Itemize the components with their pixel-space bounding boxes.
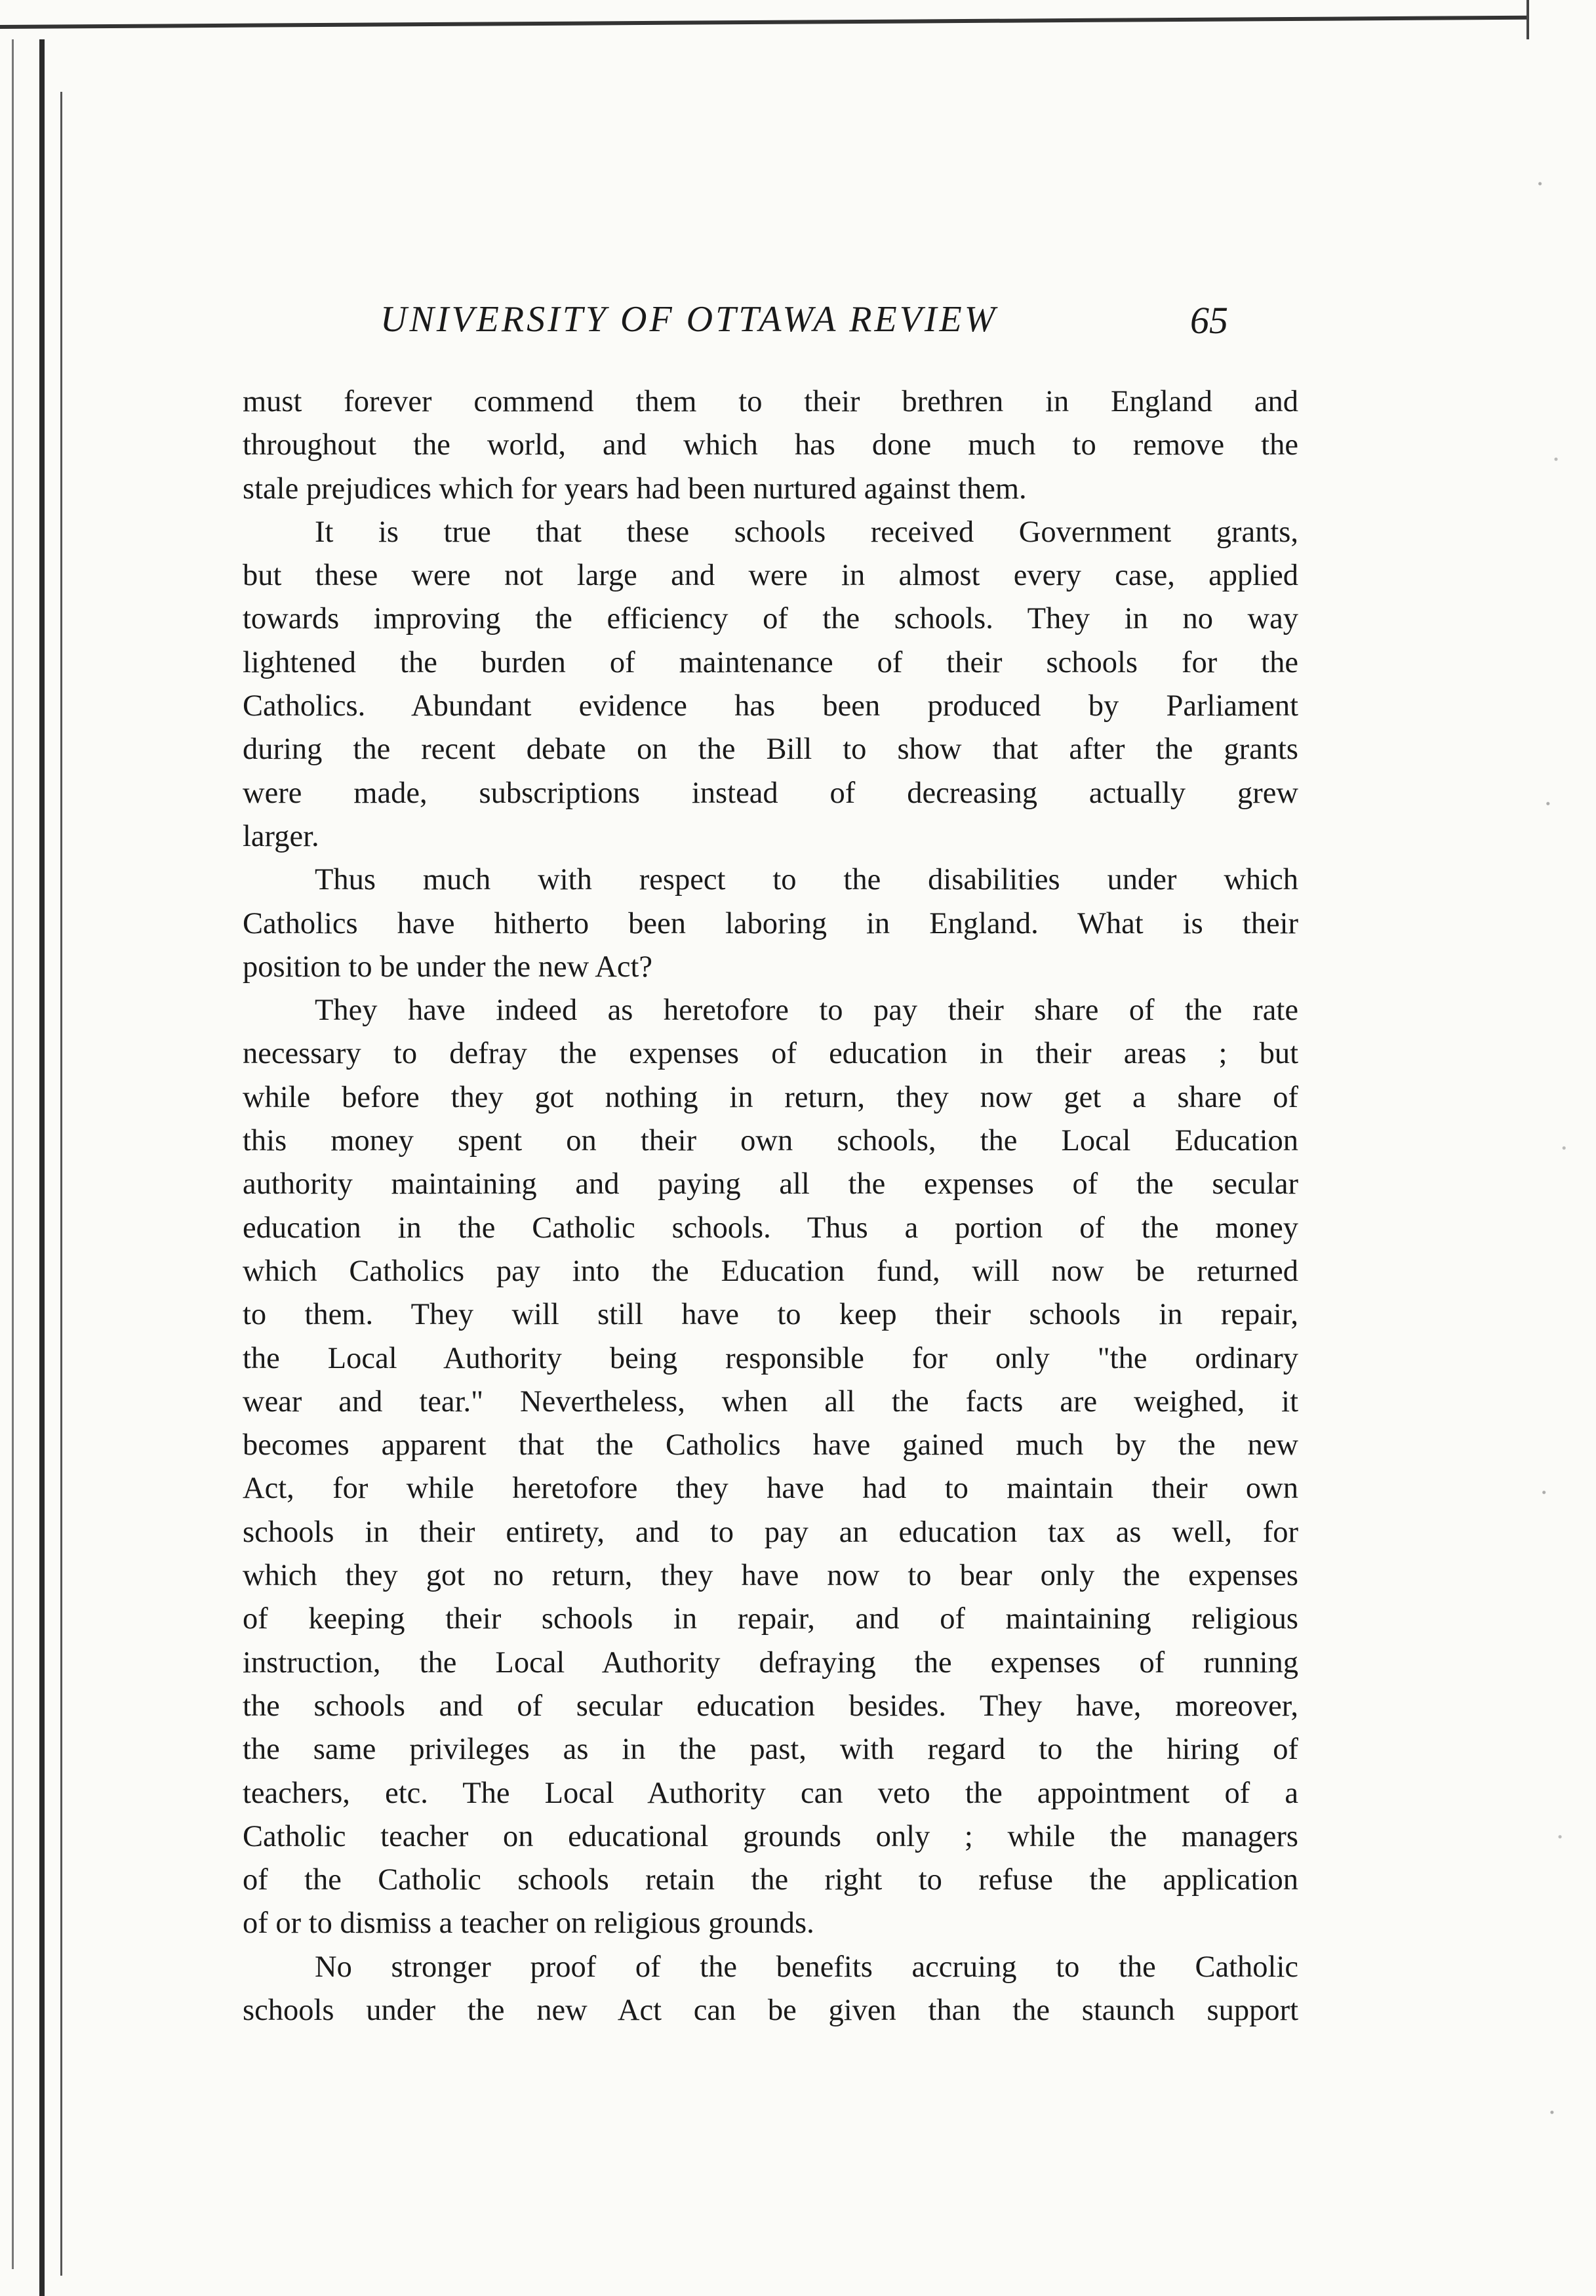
text-line: of keeping their schools in repair, and of maintaining religious xyxy=(243,1602,1298,1636)
text-line: the schools and of secular education besides. They have, moreover, xyxy=(243,1689,1298,1723)
text-line: larger. xyxy=(243,819,319,853)
text-line: Catholic teacher on educational grounds only ; while the managers xyxy=(243,1819,1298,1853)
text-line: authority maintaining and paying all the expenses of the secular xyxy=(243,1167,1298,1201)
text-line: Catholics. Abundant evidence has been produced by Parliament xyxy=(243,689,1298,723)
text-line: which Catholics pay into the Education fund, will now be returned xyxy=(243,1254,1298,1288)
text-line: stale prejudices which for years had been nurtured against them. xyxy=(243,472,1027,506)
text-line: of or to dismiss a teacher on religious grounds. xyxy=(243,1906,814,1941)
text-line: schools in their entirety, and to pay an education tax as well, for xyxy=(243,1515,1298,1549)
text-line: to them. They will still have to keep their schools in repair, xyxy=(243,1298,1298,1332)
text-line: but these were not large and were in almost every case, applied xyxy=(243,559,1298,593)
text-line: which they got no return, they have now to bear only the expenses xyxy=(243,1559,1298,1593)
page-number: 65 xyxy=(1190,299,1228,342)
text-line: instruction, the Local Authority defraying the expenses of running xyxy=(243,1645,1298,1680)
scan-binding-edge xyxy=(39,39,45,2296)
text-line: of the Catholic schools retain the right to refuse the application xyxy=(243,1863,1298,1897)
text-line: schools under the new Act can be given than the staunch support xyxy=(243,1993,1298,2027)
text-line: the same privileges as in the past, with regard to the hiring of xyxy=(243,1733,1298,1767)
text-line: while before they got nothing in return, they now get a share of xyxy=(243,1080,1298,1114)
text-line: Catholics have hitherto been laboring in England. What is their xyxy=(243,906,1298,940)
text-line: throughout the world, and which has done much to remove the xyxy=(243,428,1298,462)
text-line: Act, for while heretofore they have had to maintain their own xyxy=(243,1472,1298,1506)
text-line: They have indeed as heretofore to pay their share of the rate xyxy=(315,994,1298,1028)
text-line: this money spent on their own schools, the Local Education xyxy=(243,1124,1298,1158)
body-text xyxy=(243,380,1298,2032)
scan-top-rule xyxy=(0,16,1528,29)
text-line: It is true that these schools received Government grants, xyxy=(315,515,1298,549)
scan-binding-edge xyxy=(12,39,14,2269)
text-line: must forever commend them to their brethren in England and xyxy=(243,385,1298,418)
text-line: position to be under the new Act? xyxy=(243,950,653,984)
text-line: becomes apparent that the Catholics have gained much by the new xyxy=(243,1428,1298,1462)
text-line: Thus much with respect to the disabilities under which xyxy=(315,863,1298,897)
text-line: lightened the burden of maintenance of their schools for the xyxy=(243,645,1298,679)
text-line: necessary to defray the expenses of education in their areas ; but xyxy=(243,1037,1298,1071)
text-line: were made, subscriptions instead of decreasing actually grew xyxy=(243,776,1298,810)
text-line: the Local Authority being responsible for only "the ordinary xyxy=(243,1341,1298,1375)
text-line: wear and tear." Nevertheless, when all the facts are weighed, it xyxy=(243,1384,1298,1419)
text-line: towards improving the efficiency of the schools. They in no way xyxy=(243,602,1298,636)
text-line: No stronger proof of the benefits accruing to the Catholic xyxy=(315,1950,1298,1984)
scan-right-edge-mark xyxy=(1526,0,1529,39)
scan-right-edge-noise xyxy=(1516,0,1596,2296)
running-header-title: UNIVERSITY OF OTTAWA REVIEW xyxy=(380,299,998,340)
text-line: education in the Catholic schools. Thus a portion of the money xyxy=(243,1211,1298,1245)
text-line: during the recent debate on the Bill to show that after the grants xyxy=(243,733,1298,767)
text-line: teachers, etc. The Local Authority can veto the appointment of a xyxy=(243,1776,1298,1810)
scan-binding-edge xyxy=(60,92,62,2276)
